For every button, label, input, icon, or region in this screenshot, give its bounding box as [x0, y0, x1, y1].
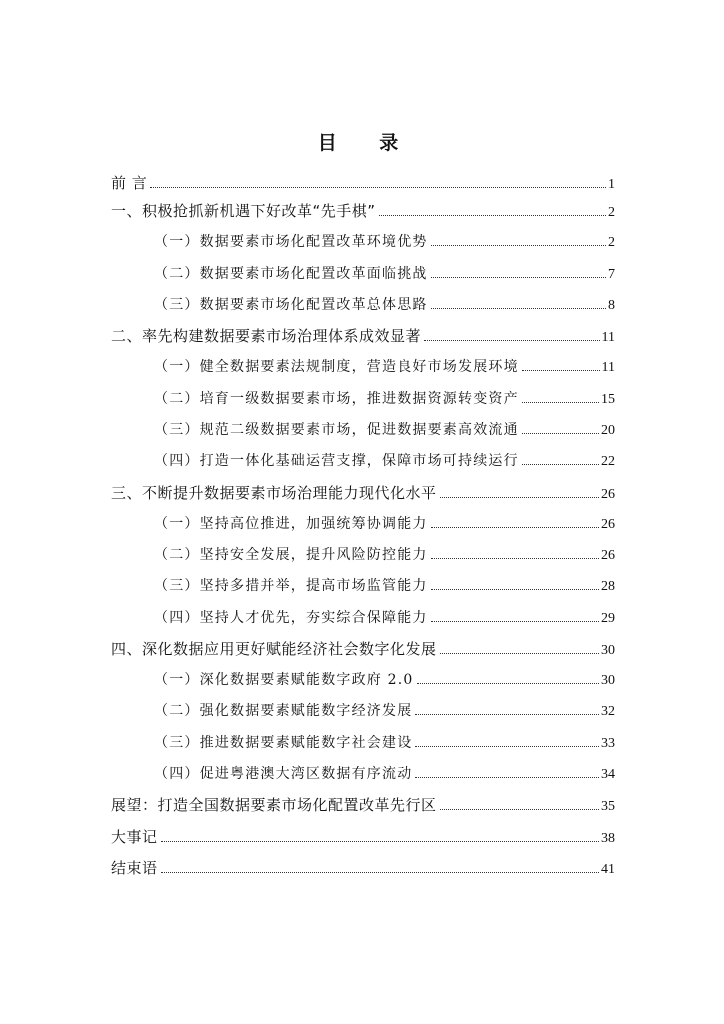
toc-entry-title: （三）坚持多措并举，提高市场监管能力: [154, 578, 428, 594]
toc-dot-leader: [522, 463, 599, 465]
toc-entry-title: （一）坚持高位推进，加强统筹协调能力: [154, 516, 428, 532]
toc-entry-title: 展望：打造全国数据要素市场化配置改革先行区: [111, 796, 437, 814]
toc-entry-page-number: 35: [601, 799, 615, 814]
toc-entry-title: （一）深化数据要素赋能数字政府 2.0: [154, 672, 414, 688]
toc-entry[interactable]: [154, 388, 615, 410]
toc-entry[interactable]: [154, 763, 615, 785]
toc-entry[interactable]: [154, 732, 615, 754]
toc-dot-leader: [522, 432, 599, 434]
toc-entry-page-number: 41: [601, 862, 615, 877]
toc-entry-page-number: 30: [601, 673, 615, 688]
toc-entry-title: 三、不断提升数据要素市场治理能力现代化水平: [111, 484, 437, 502]
toc-entry-title: （二）培育一级数据要素市场，推进数据资源转变资产: [154, 391, 519, 407]
toc-dot-leader: [415, 745, 599, 747]
toc-dot-leader: [431, 244, 606, 246]
toc-entry-title: （二）强化数据要素赋能数字经济发展: [154, 703, 413, 719]
toc-dot-leader: [431, 526, 599, 528]
toc-entry-page-number: 22: [601, 454, 615, 469]
toc-entry[interactable]: [154, 575, 615, 597]
toc-entry-page-number: 8: [608, 298, 615, 313]
toc-entry-title: （二）坚持安全发展，提升风险防控能力: [154, 547, 428, 563]
toc-entry[interactable]: [154, 669, 615, 691]
toc-dot-leader: [431, 588, 599, 590]
toc-entry[interactable]: [154, 544, 615, 566]
toc-entry[interactable]: [111, 826, 615, 848]
toc-dot-leader: [415, 776, 599, 778]
toc-entry[interactable]: [111, 325, 615, 347]
toc-entry-title: 四、深化数据应用更好赋能经济社会数字化发展: [111, 640, 437, 658]
toc-dot-leader: [415, 713, 599, 715]
toc-entry[interactable]: [154, 419, 615, 441]
toc-entry[interactable]: [111, 857, 615, 879]
toc-entry[interactable]: [111, 172, 615, 194]
toc-entry-page-number: 26: [601, 487, 615, 502]
toc-dot-leader: [431, 557, 599, 559]
toc-dot-leader: [424, 339, 600, 341]
toc-entry[interactable]: [111, 482, 615, 504]
toc-entry-title: （三）推进数据要素赋能数字社会建设: [154, 735, 413, 751]
toc-dot-leader: [417, 682, 599, 684]
toc-entry-title: （一）健全数据要素法规制度，营造良好市场发展环境: [154, 359, 519, 375]
toc-entry-page-number: 32: [601, 704, 615, 719]
toc-entry-page-number: 7: [608, 267, 615, 282]
toc-entry-title: （一）数据要素市场化配置改革环境优势: [154, 234, 428, 250]
toc-entry-title: （四）坚持人才优先，夯实综合保障能力: [154, 610, 428, 626]
toc-dot-leader: [379, 214, 606, 216]
toc-entry-page-number: 2: [608, 205, 615, 220]
toc-entry-title: （四）打造一体化基础运营支撑，保障市场可持续运行: [154, 453, 519, 469]
toc-dot-leader: [440, 652, 599, 654]
toc-title: 目 录: [317, 132, 417, 154]
toc-entry-page-number: 28: [601, 579, 615, 594]
toc-entry-title: 二、率先构建数据要素市场治理体系成效显著: [111, 327, 422, 345]
toc-dot-leader: [440, 496, 599, 498]
toc-dot-leader: [431, 307, 606, 309]
toc-dot-leader: [161, 840, 599, 842]
toc-entry-page-number: 11: [601, 330, 615, 345]
toc-dot-leader: [431, 620, 599, 622]
toc-entry[interactable]: [111, 638, 615, 660]
toc-entry[interactable]: [111, 794, 615, 816]
toc-entry-page-number: 38: [601, 831, 615, 846]
toc-entry[interactable]: [154, 294, 615, 316]
toc-entry[interactable]: [154, 700, 615, 722]
toc-entry[interactable]: [154, 356, 615, 378]
toc-entry-page-number: 29: [601, 611, 615, 626]
toc-entry[interactable]: [154, 231, 615, 253]
toc-entry-page-number: 20: [601, 423, 615, 438]
toc-dot-leader: [161, 871, 599, 873]
toc-entry-title: （三）数据要素市场化配置改革总体思路: [154, 297, 428, 313]
toc-dot-leader: [150, 186, 606, 188]
toc-entry[interactable]: [111, 200, 615, 222]
toc-dot-leader: [440, 808, 599, 810]
toc-entry-page-number: 26: [601, 548, 615, 563]
toc-entry-page-number: 34: [601, 767, 615, 782]
toc-entry[interactable]: [154, 263, 615, 285]
toc-entry-title: 大事记: [111, 828, 158, 846]
toc-entry-title: （三）规范二级数据要素市场，促进数据要素高效流通: [154, 422, 519, 438]
toc-dot-leader: [431, 276, 606, 278]
toc-entry[interactable]: [154, 607, 615, 629]
toc-entry-page-number: 30: [601, 643, 615, 658]
toc-entry-page-number: 15: [601, 392, 615, 407]
toc-entry-page-number: 26: [601, 517, 615, 532]
toc-dot-leader: [522, 401, 599, 403]
toc-entry-page-number: 33: [601, 736, 615, 751]
toc-entry[interactable]: [154, 513, 615, 535]
toc-entry-page-number: 2: [608, 235, 615, 250]
toc-entry-title: （四）促进粤港澳大湾区数据有序流动: [154, 766, 413, 782]
toc-entry[interactable]: [154, 450, 615, 472]
toc-entry-title: 结束语: [111, 859, 158, 877]
toc-dot-leader: [522, 369, 600, 371]
toc-entry-page-number: 1: [608, 177, 615, 192]
toc-entry-title: （二）数据要素市场化配置改革面临挑战: [154, 266, 428, 282]
toc-entry-title: 一、积极抢抓新机遇下好改革“先手棋”: [111, 202, 376, 220]
toc-entry-page-number: 11: [601, 360, 615, 375]
toc-entry-title: 前 言: [111, 174, 148, 192]
